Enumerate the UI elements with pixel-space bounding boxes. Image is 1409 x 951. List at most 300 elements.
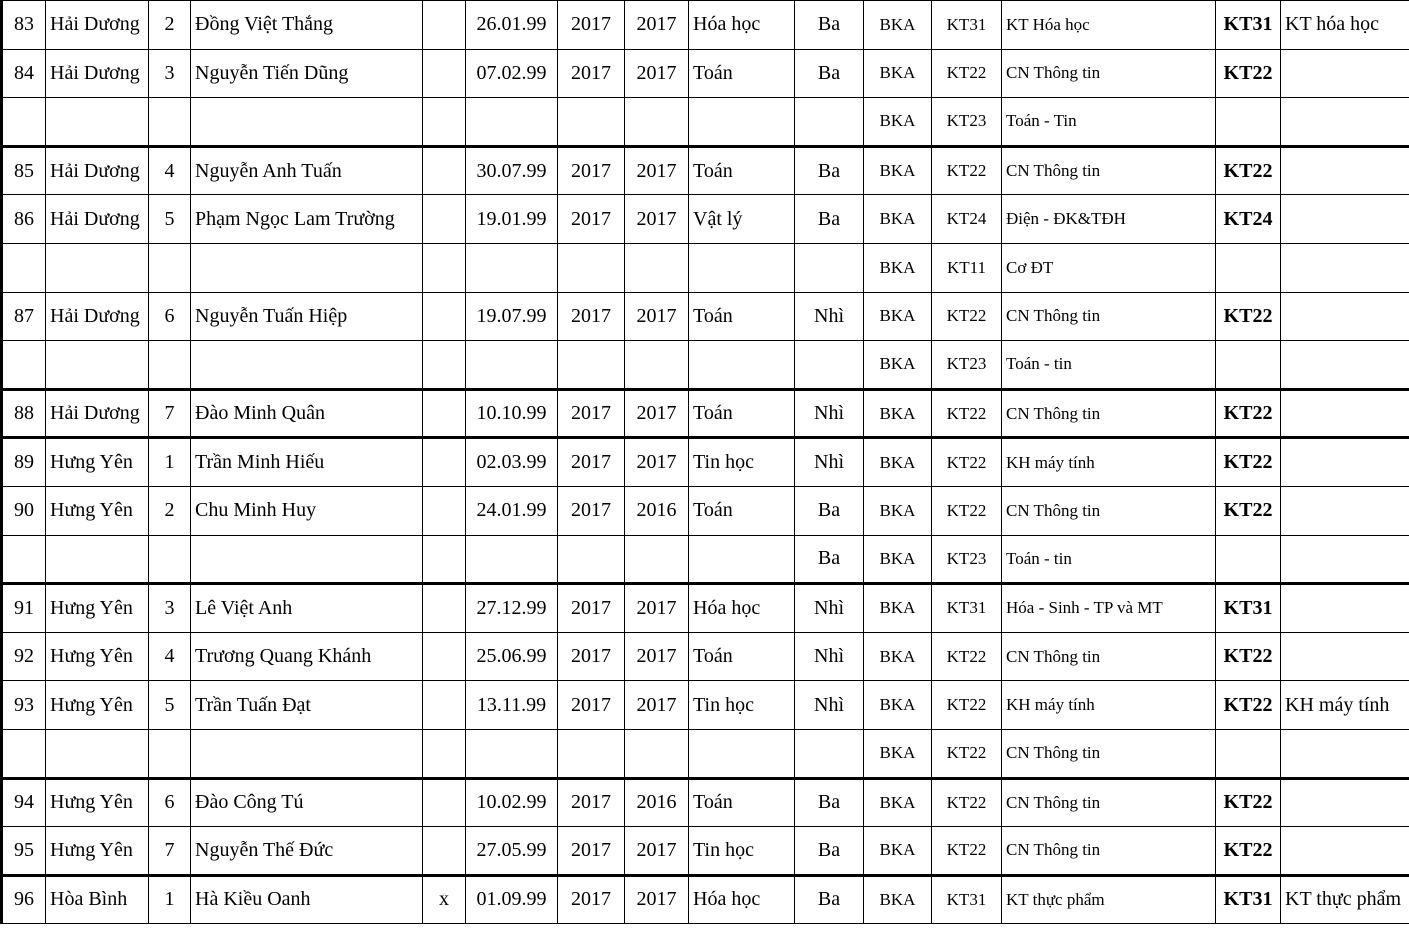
cell-number: [149, 98, 191, 147]
cell-name: Hà Kiều Oanh: [191, 875, 423, 924]
cell-major-code: KT11: [932, 243, 1002, 292]
cell-chosen-code: KT22: [1216, 486, 1281, 535]
table-body: [2, 1, 1409, 924]
cell-birthdate: [466, 98, 558, 147]
cell-province: [46, 535, 149, 584]
cell-chosen-major: [1281, 195, 1409, 244]
cell-year: [558, 98, 625, 147]
cell-subject: [689, 341, 795, 390]
cell-major-name: CN Thông tin: [1002, 292, 1216, 341]
cell-birthdate: [466, 243, 558, 292]
cell-school-code: BKA: [864, 681, 932, 730]
cell-chosen-code: [1216, 535, 1281, 584]
cell-chosen-code: [1216, 98, 1281, 147]
cell-birthdate: [466, 535, 558, 584]
cell-province: Hải Dương: [46, 292, 149, 341]
table-row: [2, 98, 1409, 147]
cell-birthdate: 13.11.99: [466, 681, 558, 730]
cell-birthdate: 19.01.99: [466, 195, 558, 244]
cell-chosen-code: KT31: [1216, 584, 1281, 633]
cell-chosen-major: [1281, 341, 1409, 390]
cell-chosen-code: KT22: [1216, 49, 1281, 98]
table-row: [2, 827, 1409, 876]
cell-number: [149, 729, 191, 778]
cell-province: Hưng Yên: [46, 486, 149, 535]
cell-number: 7: [149, 827, 191, 876]
cell-stt: 90: [2, 486, 46, 535]
cell-major-name: CN Thông tin: [1002, 389, 1216, 438]
cell-name: [191, 535, 423, 584]
cell-chosen-code: KT22: [1216, 438, 1281, 487]
cell-year: 2017: [558, 681, 625, 730]
cell-name: [191, 98, 423, 147]
cell-year: 2017: [558, 195, 625, 244]
cell-stt: 89: [2, 438, 46, 487]
cell-prize: Ba: [795, 827, 864, 876]
cell-school-code: BKA: [864, 778, 932, 827]
cell-major-code: KT22: [932, 729, 1002, 778]
cell-stt: 96: [2, 875, 46, 924]
cell-chosen-major: [1281, 292, 1409, 341]
cell-major-name: KH máy tính: [1002, 681, 1216, 730]
cell-school-code: BKA: [864, 146, 932, 195]
cell-prize: Ba: [795, 875, 864, 924]
cell-name: Trần Minh Hiếu: [191, 438, 423, 487]
cell-birthdate: 25.06.99: [466, 632, 558, 681]
cell-number: 5: [149, 681, 191, 730]
table-row: [2, 1, 1409, 50]
cell-female: [423, 195, 466, 244]
cell-number: [149, 535, 191, 584]
cell-award-year: 2017: [625, 438, 689, 487]
cell-award-year: 2017: [625, 632, 689, 681]
cell-female: [423, 778, 466, 827]
cell-prize: Ba: [795, 49, 864, 98]
cell-chosen-code: KT22: [1216, 827, 1281, 876]
cell-number: 4: [149, 146, 191, 195]
cell-number: 2: [149, 486, 191, 535]
cell-subject: Hóa học: [689, 875, 795, 924]
cell-prize: [795, 98, 864, 147]
table-row: [2, 389, 1409, 438]
cell-school-code: BKA: [864, 438, 932, 487]
cell-chosen-code: KT31: [1216, 875, 1281, 924]
cell-province: [46, 243, 149, 292]
cell-award-year: 2017: [625, 146, 689, 195]
cell-major-name: Hóa - Sinh - TP và MT: [1002, 584, 1216, 633]
cell-subject: Tin học: [689, 827, 795, 876]
cell-chosen-major: [1281, 584, 1409, 633]
cell-chosen-major: [1281, 389, 1409, 438]
cell-prize: [795, 243, 864, 292]
table-row: [2, 632, 1409, 681]
cell-award-year: 2017: [625, 681, 689, 730]
cell-birthdate: 27.05.99: [466, 827, 558, 876]
cell-school-code: BKA: [864, 1, 932, 50]
cell-birthdate: [466, 729, 558, 778]
cell-stt: 86: [2, 195, 46, 244]
cell-major-code: KT24: [932, 195, 1002, 244]
cell-year: 2017: [558, 1, 625, 50]
cell-subject: Tin học: [689, 438, 795, 487]
cell-major-code: KT22: [932, 778, 1002, 827]
cell-number: 6: [149, 778, 191, 827]
cell-female: [423, 438, 466, 487]
cell-major-name: Toán - tin: [1002, 535, 1216, 584]
cell-female: [423, 146, 466, 195]
cell-award-year: 2017: [625, 875, 689, 924]
cell-stt: 88: [2, 389, 46, 438]
cell-school-code: BKA: [864, 535, 932, 584]
cell-major-code: KT22: [932, 827, 1002, 876]
cell-province: Hải Dương: [46, 146, 149, 195]
cell-prize: Ba: [795, 535, 864, 584]
cell-school-code: BKA: [864, 729, 932, 778]
cell-prize: Ba: [795, 146, 864, 195]
cell-female: [423, 535, 466, 584]
cell-major-code: KT22: [932, 438, 1002, 487]
cell-award-year: 2017: [625, 827, 689, 876]
cell-prize: [795, 341, 864, 390]
cell-award-year: 2017: [625, 584, 689, 633]
cell-female: [423, 292, 466, 341]
cell-chosen-major: [1281, 729, 1409, 778]
cell-name: Đồng Việt Thắng: [191, 1, 423, 50]
cell-prize: Ba: [795, 778, 864, 827]
cell-name: Đào Công Tú: [191, 778, 423, 827]
cell-birthdate: 07.02.99: [466, 49, 558, 98]
cell-year: [558, 341, 625, 390]
cell-major-code: KT22: [932, 632, 1002, 681]
cell-major-name: KT thực phẩm: [1002, 875, 1216, 924]
cell-major-code: KT22: [932, 292, 1002, 341]
cell-province: Hưng Yên: [46, 778, 149, 827]
cell-female: [423, 389, 466, 438]
cell-female: [423, 827, 466, 876]
cell-number: 3: [149, 584, 191, 633]
cell-province: [46, 98, 149, 147]
table-row: [2, 729, 1409, 778]
cell-major-code: KT31: [932, 1, 1002, 50]
cell-chosen-major: [1281, 49, 1409, 98]
cell-province: Hải Dương: [46, 1, 149, 50]
cell-female: [423, 243, 466, 292]
table-row: [2, 146, 1409, 195]
cell-name: Nguyễn Tiến Dũng: [191, 49, 423, 98]
cell-stt: 84: [2, 49, 46, 98]
cell-female: [423, 341, 466, 390]
cell-year: 2017: [558, 875, 625, 924]
cell-award-year: 2017: [625, 195, 689, 244]
cell-year: 2017: [558, 486, 625, 535]
table-row: [2, 292, 1409, 341]
table-row: [2, 875, 1409, 924]
cell-female: [423, 98, 466, 147]
cell-prize: Ba: [795, 195, 864, 244]
cell-province: Hưng Yên: [46, 584, 149, 633]
cell-birthdate: 19.07.99: [466, 292, 558, 341]
cell-major-code: KT22: [932, 389, 1002, 438]
cell-subject: Toán: [689, 389, 795, 438]
cell-award-year: [625, 729, 689, 778]
cell-name: Chu Minh Huy: [191, 486, 423, 535]
cell-award-year: 2017: [625, 49, 689, 98]
cell-stt: [2, 341, 46, 390]
cell-subject: Toán: [689, 292, 795, 341]
cell-name: Đào Minh Quân: [191, 389, 423, 438]
cell-major-code: KT22: [932, 486, 1002, 535]
cell-year: 2017: [558, 292, 625, 341]
cell-prize: Nhì: [795, 632, 864, 681]
cell-name: Nguyễn Thế Đức: [191, 827, 423, 876]
cell-major-code: KT23: [932, 98, 1002, 147]
cell-subject: Toán: [689, 49, 795, 98]
cell-school-code: BKA: [864, 827, 932, 876]
table-row: [2, 438, 1409, 487]
cell-subject: [689, 535, 795, 584]
cell-major-name: CN Thông tin: [1002, 729, 1216, 778]
cell-female: x: [423, 875, 466, 924]
cell-year: [558, 729, 625, 778]
cell-major-code: KT22: [932, 681, 1002, 730]
cell-major-name: CN Thông tin: [1002, 486, 1216, 535]
cell-subject: Hóa học: [689, 584, 795, 633]
cell-major-name: Cơ ĐT: [1002, 243, 1216, 292]
cell-number: [149, 341, 191, 390]
cell-female: [423, 486, 466, 535]
table-row: [2, 341, 1409, 390]
cell-birthdate: 30.07.99: [466, 146, 558, 195]
cell-chosen-code: KT22: [1216, 632, 1281, 681]
cell-major-name: Toán - tin: [1002, 341, 1216, 390]
cell-province: Hưng Yên: [46, 438, 149, 487]
table-row: [2, 778, 1409, 827]
cell-subject: Toán: [689, 778, 795, 827]
cell-award-year: [625, 98, 689, 147]
cell-major-code: KT22: [932, 146, 1002, 195]
cell-major-name: CN Thông tin: [1002, 49, 1216, 98]
cell-province: Hòa Bình: [46, 875, 149, 924]
cell-school-code: BKA: [864, 584, 932, 633]
cell-stt: 83: [2, 1, 46, 50]
cell-stt: [2, 535, 46, 584]
cell-chosen-code: KT22: [1216, 681, 1281, 730]
cell-name: Trần Tuấn Đạt: [191, 681, 423, 730]
cell-name: Phạm Ngọc Lam Trường: [191, 195, 423, 244]
cell-birthdate: 27.12.99: [466, 584, 558, 633]
cell-school-code: BKA: [864, 632, 932, 681]
cell-school-code: BKA: [864, 195, 932, 244]
cell-chosen-major: [1281, 146, 1409, 195]
cell-school-code: BKA: [864, 389, 932, 438]
cell-female: [423, 1, 466, 50]
cell-award-year: [625, 535, 689, 584]
cell-school-code: BKA: [864, 98, 932, 147]
cell-stt: 85: [2, 146, 46, 195]
cell-female: [423, 584, 466, 633]
cell-prize: Ba: [795, 1, 864, 50]
cell-prize: Ba: [795, 486, 864, 535]
cell-chosen-major: [1281, 632, 1409, 681]
cell-year: 2017: [558, 146, 625, 195]
cell-major-name: KT Hóa học: [1002, 1, 1216, 50]
cell-major-name: Toán - Tin: [1002, 98, 1216, 147]
cell-female: [423, 681, 466, 730]
cell-prize: Nhì: [795, 389, 864, 438]
cell-subject: Toán: [689, 146, 795, 195]
cell-prize: Nhì: [795, 438, 864, 487]
cell-birthdate: 10.02.99: [466, 778, 558, 827]
table-row: [2, 681, 1409, 730]
cell-number: 5: [149, 195, 191, 244]
cell-number: 1: [149, 438, 191, 487]
cell-province: Hưng Yên: [46, 827, 149, 876]
cell-chosen-code: KT31: [1216, 1, 1281, 50]
cell-award-year: 2017: [625, 389, 689, 438]
cell-chosen-code: KT22: [1216, 292, 1281, 341]
cell-award-year: 2016: [625, 778, 689, 827]
cell-chosen-major: [1281, 98, 1409, 147]
table-row: [2, 195, 1409, 244]
cell-province: Hải Dương: [46, 195, 149, 244]
cell-school-code: BKA: [864, 875, 932, 924]
cell-major-code: KT23: [932, 535, 1002, 584]
cell-number: 7: [149, 389, 191, 438]
cell-prize: Nhì: [795, 292, 864, 341]
cell-chosen-major: [1281, 535, 1409, 584]
cell-major-code: KT31: [932, 875, 1002, 924]
cell-major-name: Điện - ĐK&TĐH: [1002, 195, 1216, 244]
table-row: [2, 535, 1409, 584]
cell-number: 6: [149, 292, 191, 341]
cell-stt: 95: [2, 827, 46, 876]
cell-year: 2017: [558, 584, 625, 633]
cell-chosen-major: KT hóa học: [1281, 1, 1409, 50]
cell-school-code: BKA: [864, 243, 932, 292]
cell-province: [46, 341, 149, 390]
cell-major-name: CN Thông tin: [1002, 146, 1216, 195]
cell-subject: Toán: [689, 632, 795, 681]
cell-school-code: BKA: [864, 49, 932, 98]
cell-name: [191, 729, 423, 778]
cell-chosen-code: [1216, 341, 1281, 390]
cell-chosen-code: KT22: [1216, 146, 1281, 195]
cell-major-code: KT22: [932, 49, 1002, 98]
cell-chosen-code: KT22: [1216, 389, 1281, 438]
table-row: [2, 243, 1409, 292]
cell-chosen-code: KT24: [1216, 195, 1281, 244]
cell-chosen-code: KT22: [1216, 778, 1281, 827]
cell-birthdate: 01.09.99: [466, 875, 558, 924]
cell-stt: 92: [2, 632, 46, 681]
cell-female: [423, 632, 466, 681]
cell-school-code: BKA: [864, 292, 932, 341]
cell-chosen-code: [1216, 243, 1281, 292]
cell-chosen-major: [1281, 778, 1409, 827]
cell-chosen-major: [1281, 486, 1409, 535]
cell-year: 2017: [558, 778, 625, 827]
cell-prize: [795, 729, 864, 778]
cell-major-code: KT23: [932, 341, 1002, 390]
cell-stt: [2, 98, 46, 147]
cell-year: 2017: [558, 49, 625, 98]
cell-province: Hải Dương: [46, 389, 149, 438]
cell-award-year: 2017: [625, 292, 689, 341]
cell-number: 2: [149, 1, 191, 50]
table-row: [2, 49, 1409, 98]
cell-number: 1: [149, 875, 191, 924]
cell-subject: [689, 98, 795, 147]
cell-chosen-major: KH máy tính: [1281, 681, 1409, 730]
cell-chosen-major: [1281, 243, 1409, 292]
cell-award-year: [625, 341, 689, 390]
cell-year: [558, 243, 625, 292]
cell-stt: [2, 729, 46, 778]
cell-stt: [2, 243, 46, 292]
cell-name: Trương Quang Khánh: [191, 632, 423, 681]
cell-number: [149, 243, 191, 292]
cell-prize: Nhì: [795, 584, 864, 633]
cell-year: 2017: [558, 632, 625, 681]
cell-subject: [689, 729, 795, 778]
cell-stt: 91: [2, 584, 46, 633]
cell-subject: Hóa học: [689, 1, 795, 50]
cell-province: Hưng Yên: [46, 681, 149, 730]
cell-year: 2017: [558, 389, 625, 438]
cell-province: Hải Dương: [46, 49, 149, 98]
cell-female: [423, 729, 466, 778]
cell-major-code: KT31: [932, 584, 1002, 633]
cell-name: Lê Việt Anh: [191, 584, 423, 633]
cell-subject: [689, 243, 795, 292]
cell-chosen-major: KT thực phẩm: [1281, 875, 1409, 924]
cell-school-code: BKA: [864, 341, 932, 390]
cell-award-year: [625, 243, 689, 292]
table-row: [2, 486, 1409, 535]
cell-award-year: 2017: [625, 1, 689, 50]
cell-female: [423, 49, 466, 98]
cell-birthdate: 10.10.99: [466, 389, 558, 438]
cell-major-name: CN Thông tin: [1002, 632, 1216, 681]
cell-major-name: CN Thông tin: [1002, 827, 1216, 876]
cell-birthdate: 26.01.99: [466, 1, 558, 50]
cell-school-code: BKA: [864, 486, 932, 535]
cell-stt: 87: [2, 292, 46, 341]
cell-province: [46, 729, 149, 778]
cell-number: 4: [149, 632, 191, 681]
cell-chosen-major: [1281, 827, 1409, 876]
cell-subject: Tin học: [689, 681, 795, 730]
cell-year: 2017: [558, 827, 625, 876]
cell-subject: Vật lý: [689, 195, 795, 244]
cell-name: [191, 341, 423, 390]
cell-prize: Nhì: [795, 681, 864, 730]
cell-major-name: KH máy tính: [1002, 438, 1216, 487]
table-row: [2, 584, 1409, 633]
cell-province: Hưng Yên: [46, 632, 149, 681]
cell-major-name: CN Thông tin: [1002, 778, 1216, 827]
cell-year: 2017: [558, 438, 625, 487]
cell-name: [191, 243, 423, 292]
cell-year: [558, 535, 625, 584]
cell-subject: Toán: [689, 486, 795, 535]
cell-chosen-major: [1281, 438, 1409, 487]
cell-birthdate: [466, 341, 558, 390]
cell-stt: 93: [2, 681, 46, 730]
cell-birthdate: 02.03.99: [466, 438, 558, 487]
cell-stt: 94: [2, 778, 46, 827]
cell-birthdate: 24.01.99: [466, 486, 558, 535]
